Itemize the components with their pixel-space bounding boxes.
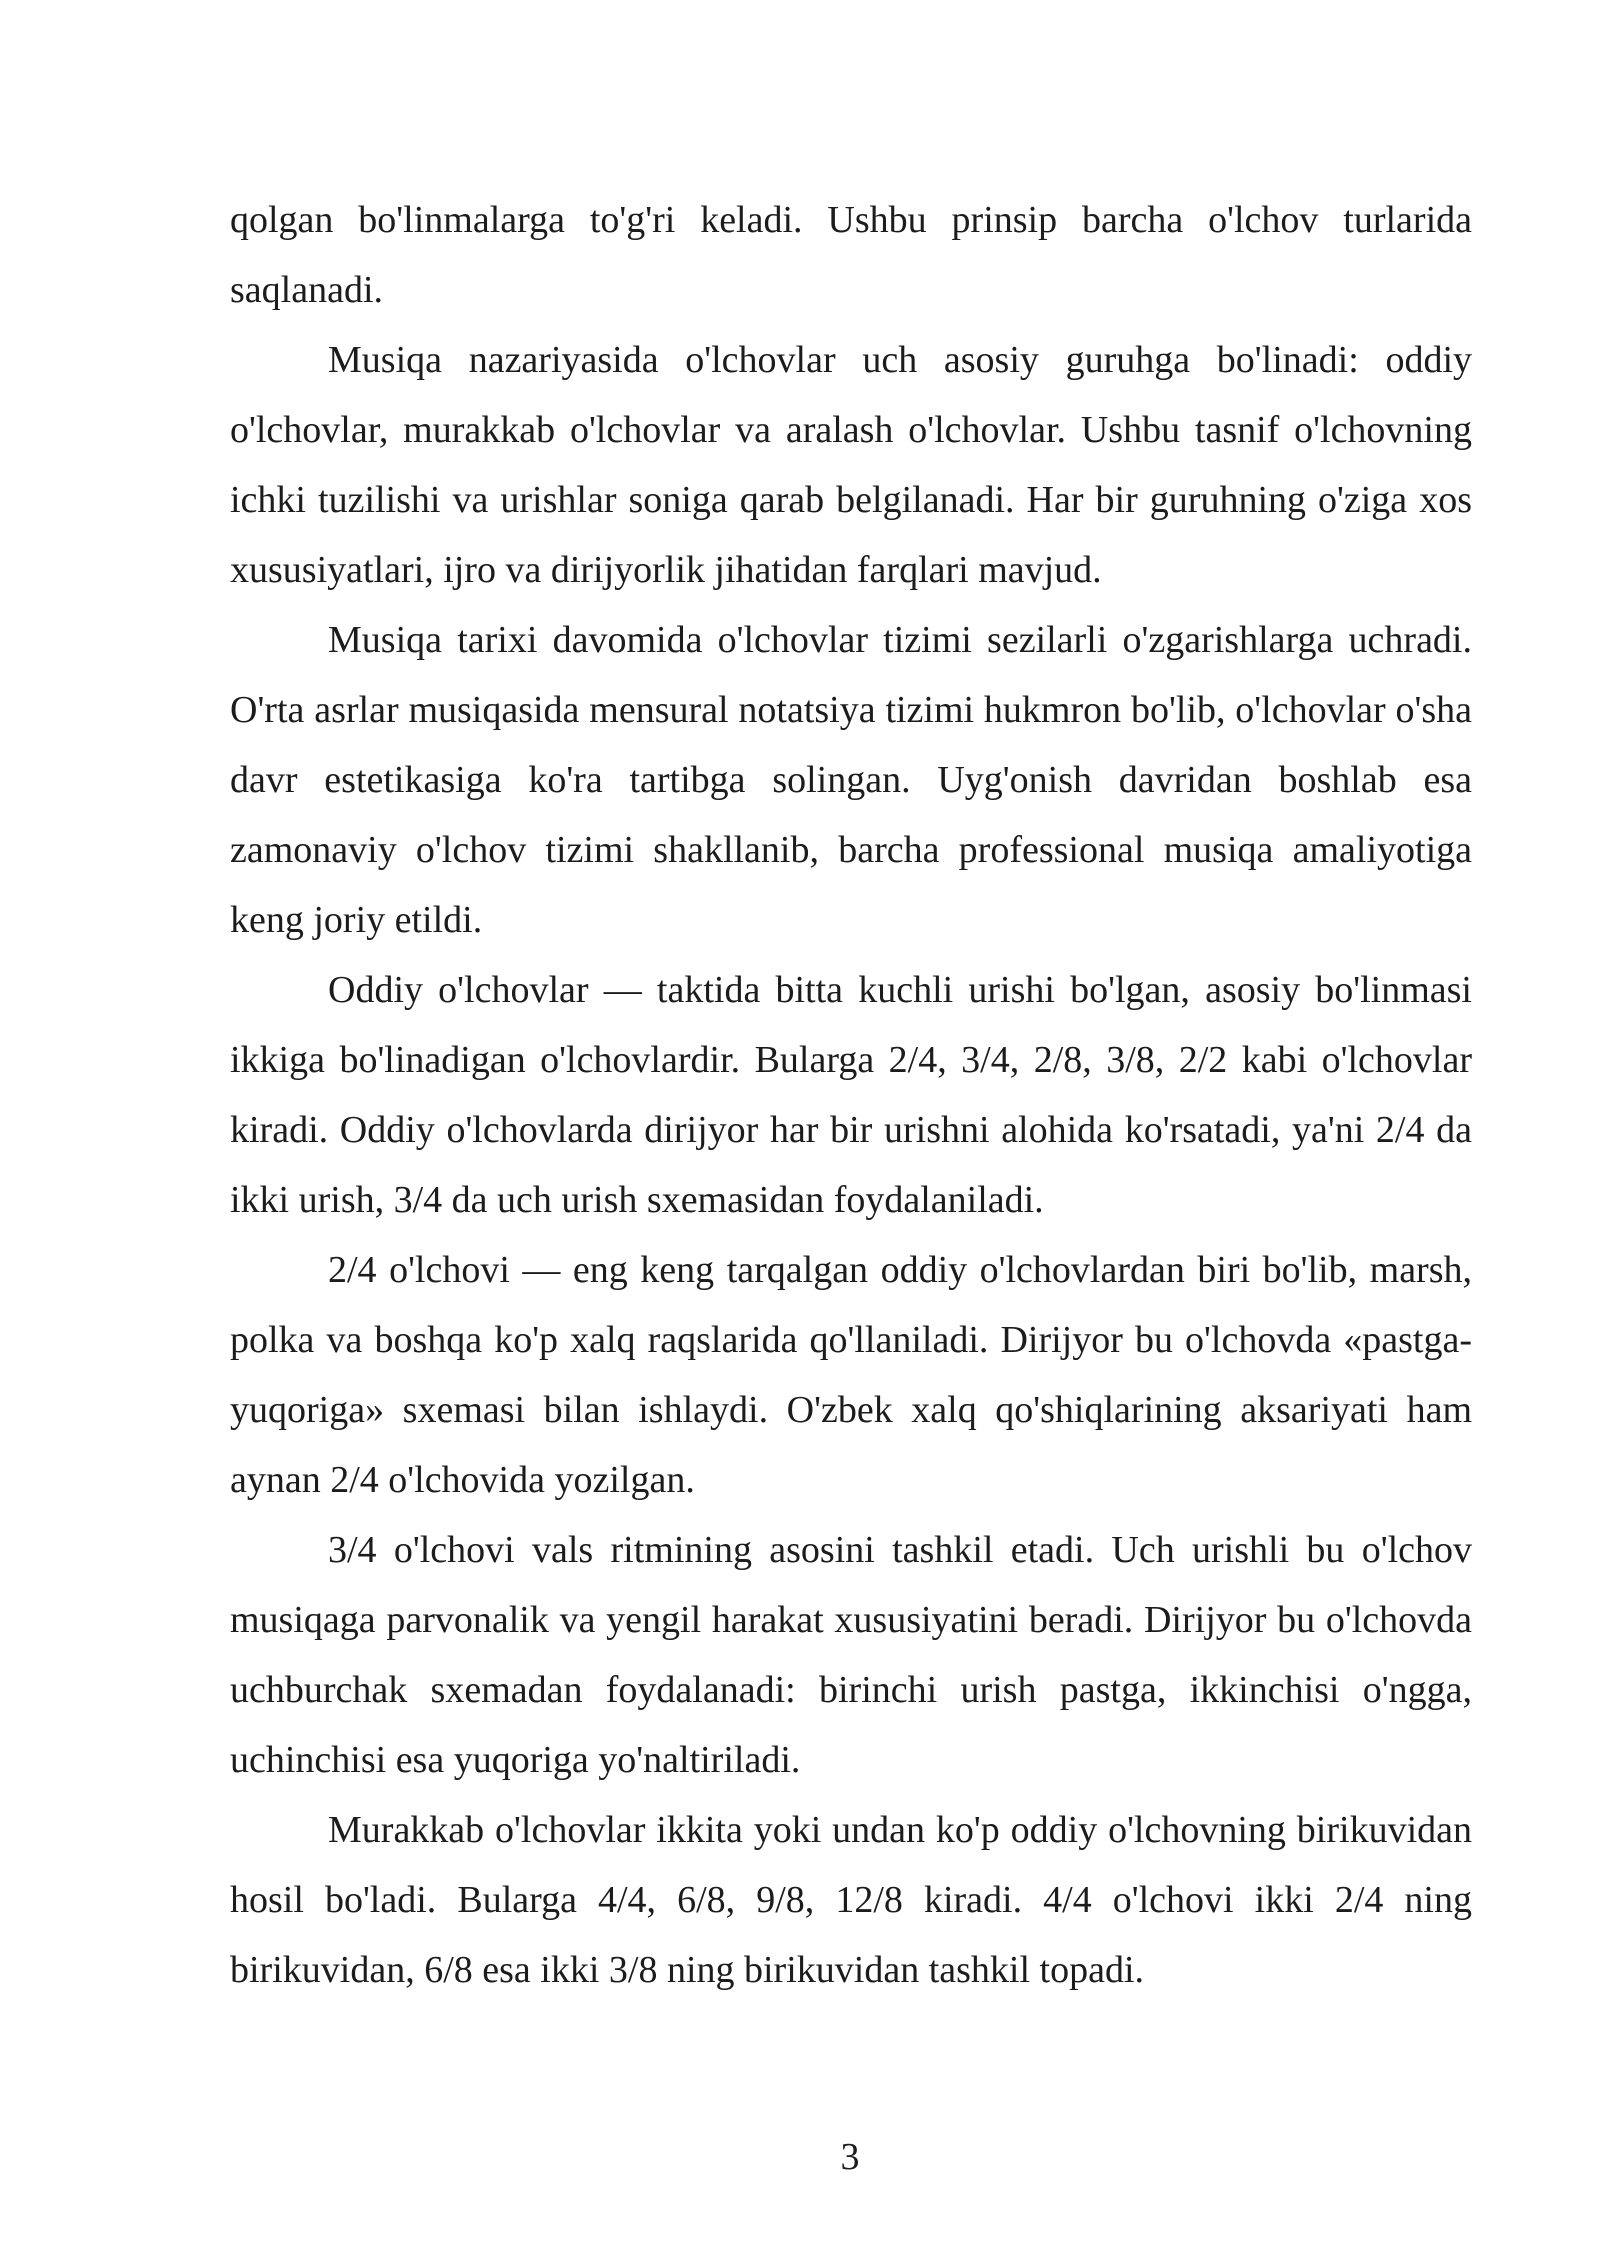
- paragraph-continuation: qolgan bo'linmalarga to'g'ri keladi. Ushbu prinsip barcha o'lchov turlarida saqlanadi.: [230, 199, 1472, 311]
- paragraph-compound-meters: Murakkab o'lchovlar ikkita yoki undan ko'p oddiy o'lchovning birikuvidan hosil bo'ladi. Bularga 4/4, 6/8, 9/8, 12/8 kiradi. 4/4 o'lchovi ikki 2/4 ning birikuvidan, 6/8 esa ikki 3/8 ning birikuvidan tashkil topadi.: [230, 1809, 1472, 1991]
- paragraph-meter-history: Musiqa tarixi davomida o'lchovlar tizimi sezilarli o'zgarishlarga uchradi. O'rta asrlar musiqasida mensural notatsiya tizimi hukmron bo'lib, o'lchovlar o'sha davr estetikasiga ko'ra tartibga solingan. Uyg'onish davridan boshlab esa zamonaviy o'lchov tizimi shakllanib, barcha professional musiqa amaliyotiga keng joriy etildi.: [230, 619, 1472, 941]
- paragraph-meter-groups: Musiqa nazariyasida o'lchovlar uch asosiy guruhga bo'linadi: oddiy o'lchovlar, murakkab o'lchovlar va aralash o'lchovlar. Ushbu tasnif o'lchovning ichki tuzilishi va urishlar soniga qarab belgilanadi. Har bir guruhning o'ziga xos xususiyatlari, ijro va dirijyorlik jihatidan farqlari mavjud.: [230, 339, 1472, 591]
- page-number: 3: [840, 2136, 860, 2178]
- paragraph-three-four-meter: 3/4 o'lchovi vals ritmining asosini tashkil etadi. Uch urishli bu o'lchov musiqaga parvonalik va yengil harakat xususiyatini beradi. Dirijyor bu o'lchovda uchburchak sxemadan foydalanadi: birinchi urish pastga, ikkinchisi o'ngga, uchinchisi esa yuqoriga yo'naltiriladi.: [230, 1529, 1472, 1781]
- paragraph-simple-meters: Oddiy o'lchovlar — taktida bitta kuchli urishi bo'lgan, asosiy bo'linmasi ikkiga bo'linadigan o'lchovlardir. Bularga 2/4, 3/4, 2/8, 3/8, 2/2 kabi o'lchovlar kiradi. Oddiy o'lchovlarda dirijyor har bir urishni alohida ko'rsatadi, ya'ni 2/4 da ikki urish, 3/4 da uch urish sxemasidan foydalaniladi.: [230, 969, 1472, 1221]
- paragraph-two-four-meter: 2/4 o'lchovi — eng keng tarqalgan oddiy o'lchovlardan biri bo'lib, marsh, polka va boshqa ko'p xalq raqslarida qo'llaniladi. Dirijyor bu o'lchovda «pastga-yuqoriga» sxemasi bilan ishlaydi. O'zbek xalq qo'shiqlarining aksariyati ham aynan 2/4 o'lchovida yozilgan.: [230, 1249, 1472, 1501]
- document-body: [230, 185, 1472, 2005]
